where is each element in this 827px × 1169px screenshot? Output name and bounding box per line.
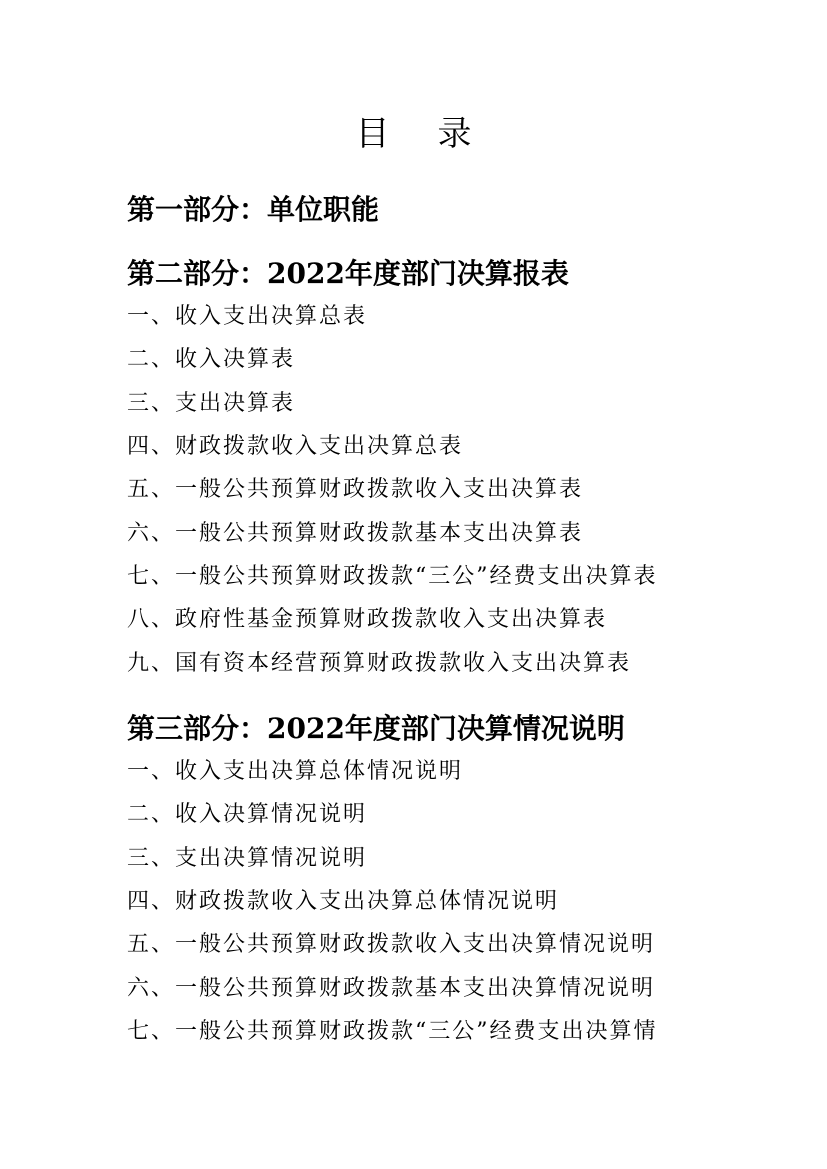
part3-item: 五、一般公共预算财政拨款收入支出决算情况说明 [127,932,656,957]
part2-item: 八、政府性基金预算财政拨款收入支出决算表 [127,607,608,632]
part2-item: 三、支出决算表 [127,391,296,416]
part2-item: 一、收入支出决算总表 [127,304,368,329]
part3-item: 七、一般公共预算财政拨款“三公”经费支出决算情 [127,1019,658,1044]
part2-item: 五、一般公共预算财政拨款收入支出决算表 [127,477,584,502]
part3-item: 四、财政拨款收入支出决算总体情况说明 [127,889,560,914]
page-title: 目录 [355,114,520,154]
part2-item: 七、一般公共预算财政拨款“三公”经费支出决算表 [127,564,658,589]
part2-item: 二、收入决算表 [127,347,296,372]
part3-heading: 第三部分：2022年度部门决算情况说明 [127,712,625,745]
part2-item: 六、一般公共预算财政拨款基本支出决算表 [127,521,584,546]
part2-item: 四、财政拨款收入支出决算总表 [127,434,464,459]
part3-item: 六、一般公共预算财政拨款基本支出决算情况说明 [127,976,656,1001]
part1-heading: 第一部分：单位职能 [127,193,380,226]
part3-item: 二、收入决算情况说明 [127,802,368,827]
part3-item: 一、收入支出决算总体情况说明 [127,759,464,784]
part2-heading: 第二部分：2022年度部门决算报表 [127,257,569,290]
part2-item: 九、国有资本经营预算财政拨款收入支出决算表 [127,651,632,676]
part3-item: 三、支出决算情况说明 [127,846,368,871]
